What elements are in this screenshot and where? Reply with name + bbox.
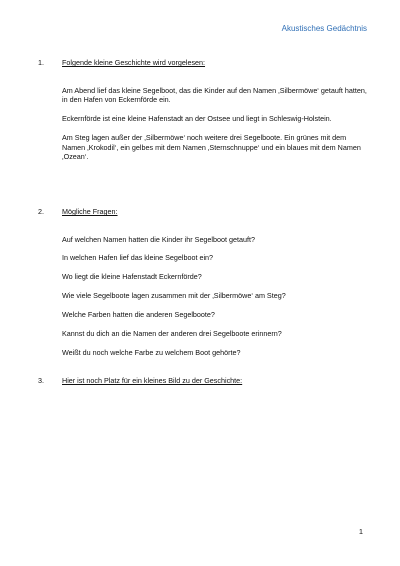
section-heading: Folgende kleine Geschichte wird vorgelesen: bbox=[62, 58, 206, 67]
section-drawing bbox=[38, 376, 368, 386]
section-number: 3. bbox=[38, 376, 44, 385]
page-number: 1 bbox=[358, 526, 363, 536]
question-item: Wie viele Segelboote lagen zusammen mit der ‚Silbermöwe‘ am Steg? bbox=[62, 291, 286, 300]
document-header-title: Akustisches Gedächtnis bbox=[281, 24, 367, 33]
section-questions-heading-row bbox=[38, 207, 368, 217]
question-item: Auf welchen Namen hatten die Kinder ihr Segelboot getauft? bbox=[62, 235, 255, 244]
section-story bbox=[38, 58, 368, 171]
question-item: Wo liegt die kleine Hafenstadt Eckernförde? bbox=[62, 272, 202, 281]
story-text bbox=[62, 86, 368, 162]
story-paragraph: Eckernförde ist eine kleine Hafenstadt an der Ostsee und liegt in Schleswig-Holstein. bbox=[62, 114, 332, 124]
story-paragraph: Am Steg lagen außer der ‚Silbermöwe‘ noch weitere drei Segelboote. Ein grünes mit dem Namen ‚Krokodil‘, ein gelbes mit dem Namen ‚Sternschnuppe‘ und ein blaues mit dem Namen ‚Ozean‘. bbox=[62, 132, 361, 162]
question-item: Weißt du noch welche Farbe zu welchem Boot gehörte? bbox=[62, 348, 241, 357]
section-drawing-heading-row bbox=[38, 376, 368, 386]
section-heading: Hier ist noch Platz für ein kleines Bild zu der Geschichte: bbox=[62, 376, 243, 385]
section-number: 2. bbox=[38, 207, 44, 216]
question-item: In welchen Hafen lief das kleine Segelboot ein? bbox=[62, 253, 214, 262]
section-questions bbox=[38, 207, 368, 367]
story-paragraph: Am Abend lief das kleine Segelboot, das die Kinder auf den Namen ‚Silbermöwe‘ getauft hatten, in den Hafen von Eckernförde ein. bbox=[62, 85, 367, 105]
section-heading: Mögliche Fragen: bbox=[62, 207, 118, 216]
question-item: Kannst du dich an die Namen der anderen drei Segelboote erinnern? bbox=[62, 329, 282, 338]
section-story-heading-row bbox=[38, 58, 368, 68]
section-number: 1. bbox=[38, 58, 44, 67]
question-item: Welche Farben hatten die anderen Segelboote? bbox=[62, 310, 215, 319]
